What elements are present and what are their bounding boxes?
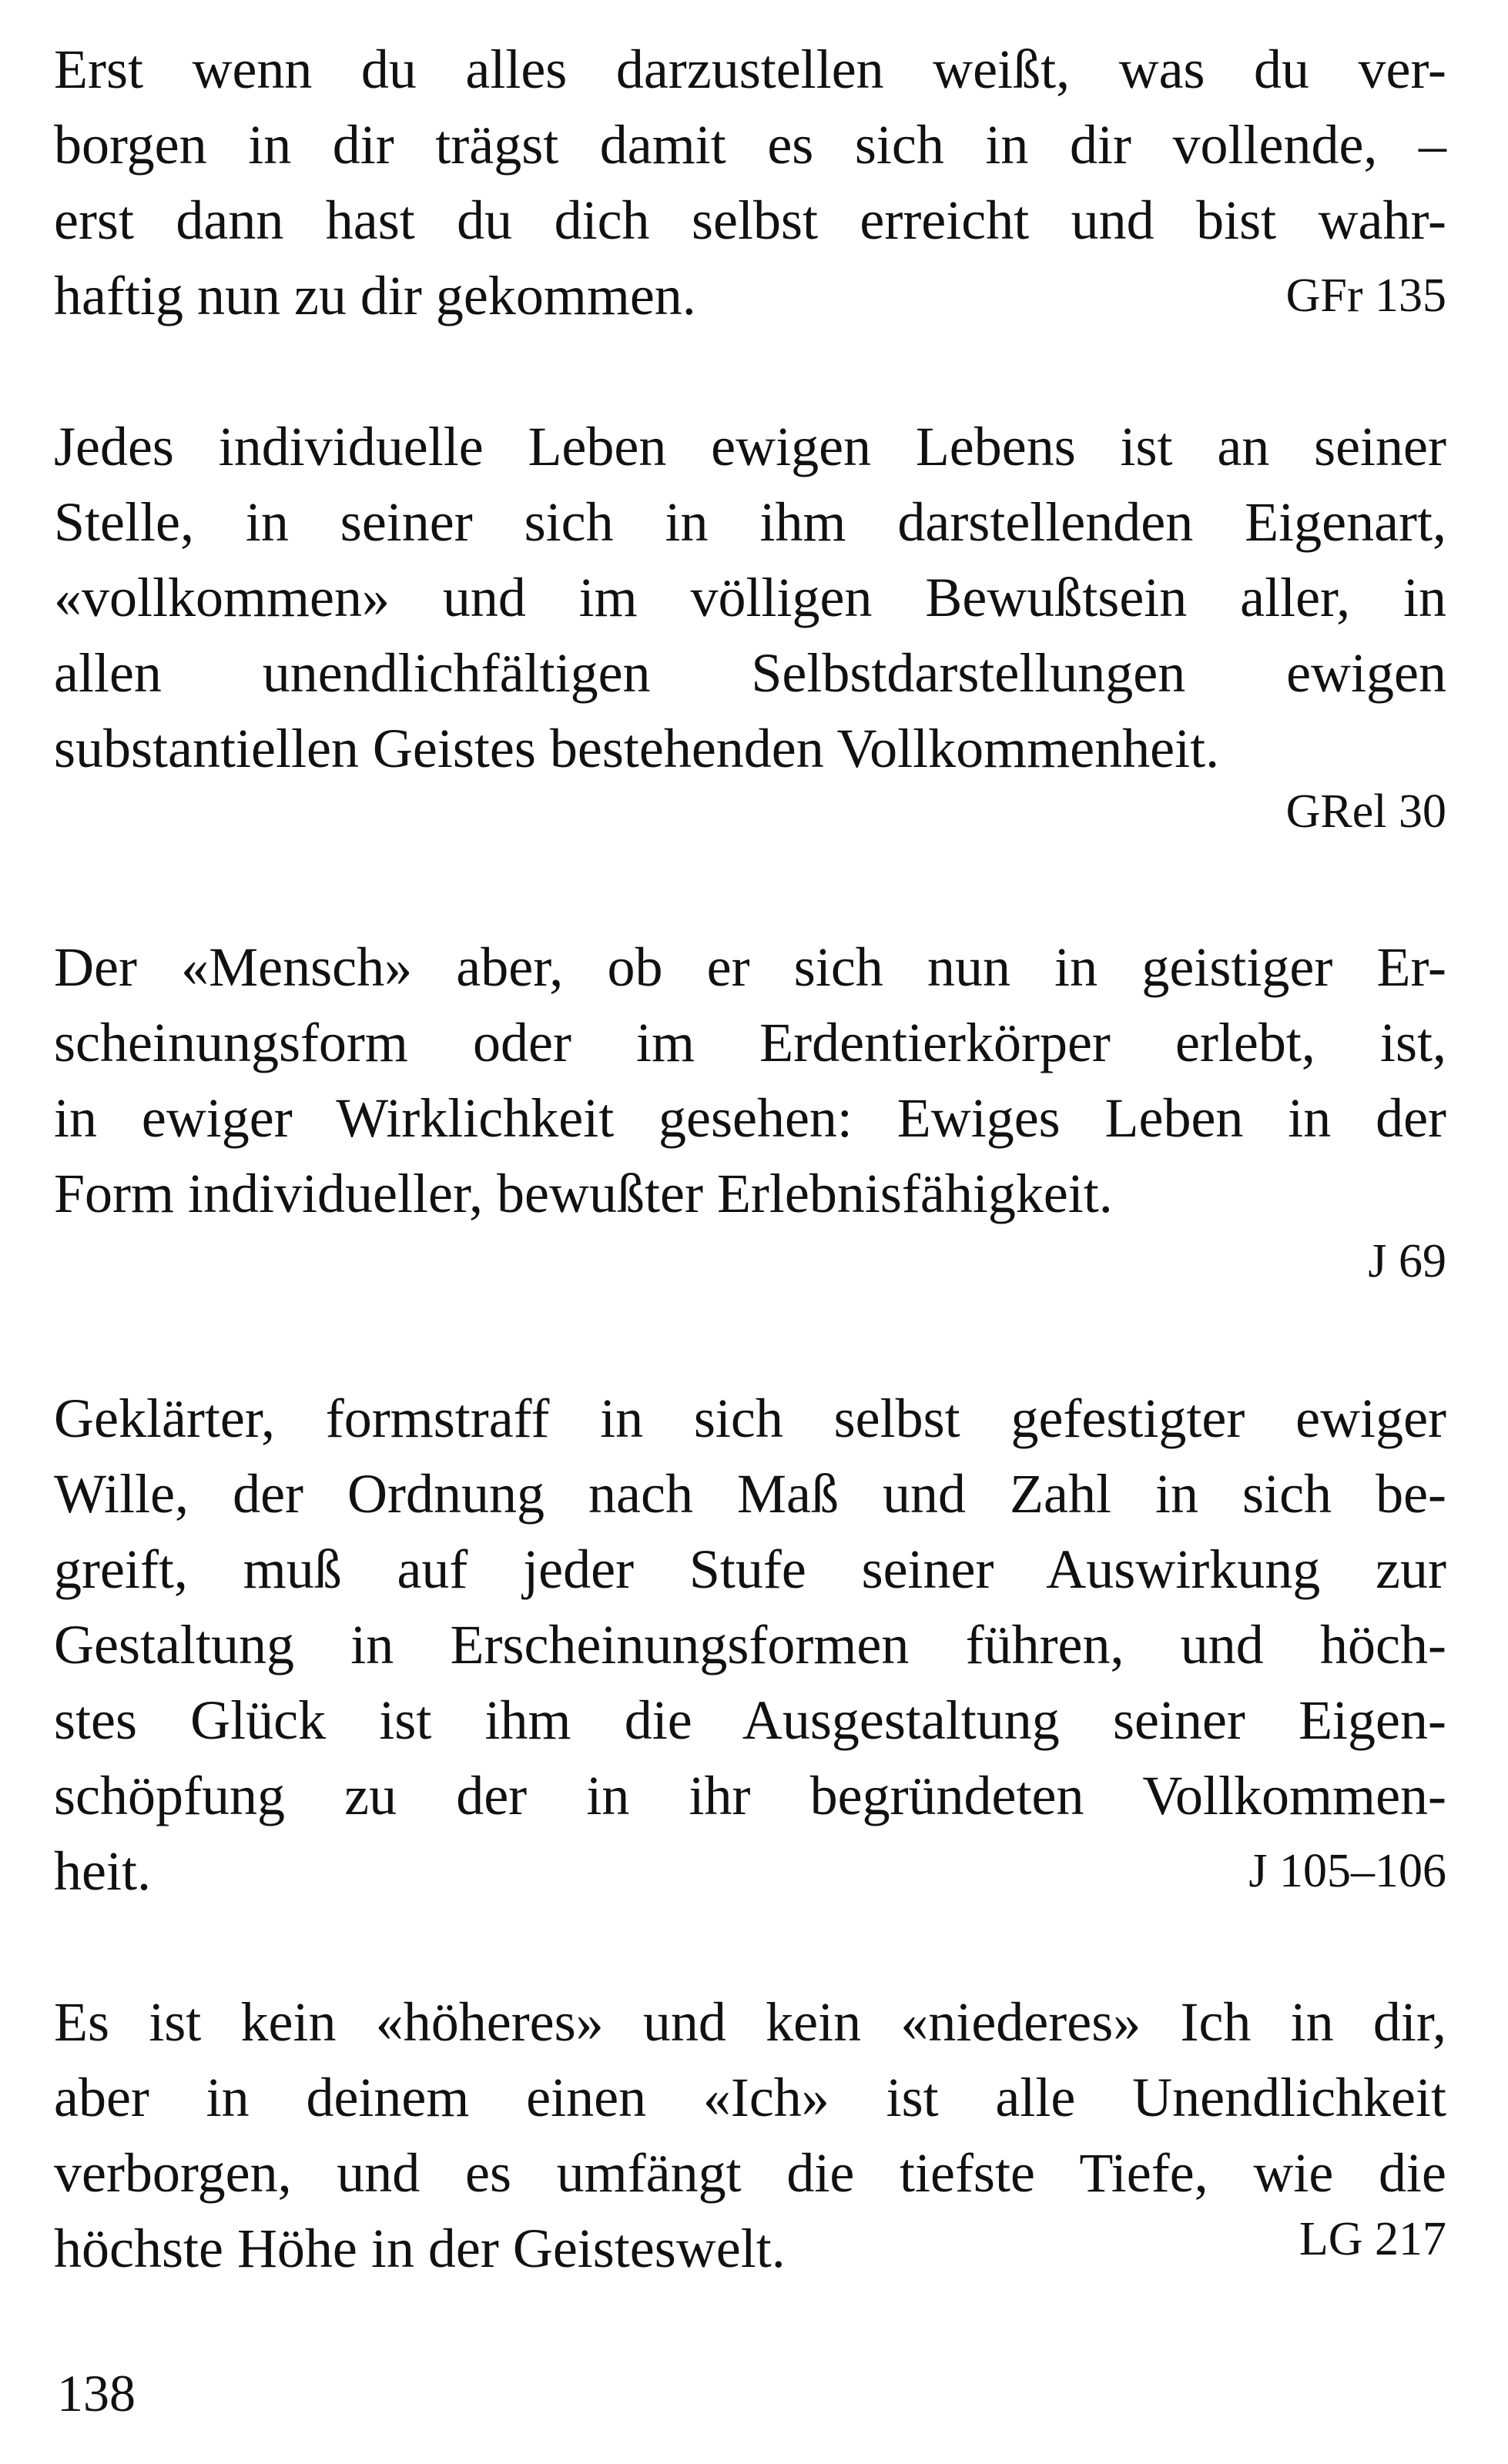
source-reference: LG 217 <box>1299 2213 1446 2265</box>
passage-line: Erst wenn du alles darzustellen weißt, was du ver- <box>54 38 1446 100</box>
passage-line: Geklärter, formstraff in sich selbst gefestigter ewiger <box>54 1388 1446 1449</box>
source-reference: GRel 30 <box>1285 785 1446 838</box>
source-reference: GFr 135 <box>1285 270 1446 322</box>
passage-line: stes Glück ist ihm die Ausgestaltung seiner Eigen- <box>54 1689 1446 1751</box>
passage-line: Wille, der Ordnung nach Maß und Zahl in sich be- <box>54 1463 1446 1525</box>
passage-line: Form individueller, bewußter Erlebnisfähigkeit. <box>54 1163 1113 1224</box>
passage-line: in ewiger Wirklichkeit gesehen: Ewiges Leben in der <box>54 1087 1446 1149</box>
passage-line: schöpfung zu der in ihr begründeten Vollkommen- <box>54 1765 1446 1826</box>
passage-line: aber in deinem einen «Ich» ist alle Unendlichkeit <box>54 2067 1446 2128</box>
passage-line: allen unendlichfältigen Selbstdarstellungen ewigen <box>54 642 1446 704</box>
source-reference: J 105–106 <box>1248 1845 1446 1897</box>
passage-line: scheinungsform oder im Erdentierkörper erlebt, ist, <box>54 1012 1446 1073</box>
passage-line: «vollkommen» und im völligen Bewußtsein aller, in <box>54 567 1446 628</box>
page-number: 138 <box>57 2364 136 2422</box>
passage-line: Gestaltung in Erscheinungsformen führen, und höch- <box>54 1614 1446 1676</box>
passage-line: Der «Mensch» aber, ob er sich nun in geistiger Er- <box>54 936 1446 998</box>
passage-line: Stelle, in seiner sich in ihm darstellenden Eigenart, <box>54 491 1446 553</box>
passage-line: Jedes individuelle Leben ewigen Lebens ist an seiner <box>54 416 1446 477</box>
passage-line: Es ist kein «höheres» und kein «niederes» Ich in dir, <box>54 1991 1446 2053</box>
passage-line: substantiellen Geistes bestehenden Vollkommenheit. <box>54 718 1220 779</box>
passage-line: erst dann hast du dich selbst erreicht und bist wahr- <box>54 189 1446 251</box>
passage-line: haftig nun zu dir gekommen. <box>54 265 696 326</box>
passage-line: verborgen, und es umfängt die tiefste Tiefe, wie die <box>54 2142 1446 2204</box>
passage-line: borgen in dir trägst damit es sich in dir vollende, – <box>54 114 1446 176</box>
passage-line: heit. <box>54 1840 151 1902</box>
passage-line: höchste Höhe in der Geisteswelt. <box>54 2218 786 2279</box>
passage-line: greift, muß auf jeder Stufe seiner Auswirkung zur <box>54 1538 1446 1600</box>
source-reference: J 69 <box>1368 1235 1446 1287</box>
